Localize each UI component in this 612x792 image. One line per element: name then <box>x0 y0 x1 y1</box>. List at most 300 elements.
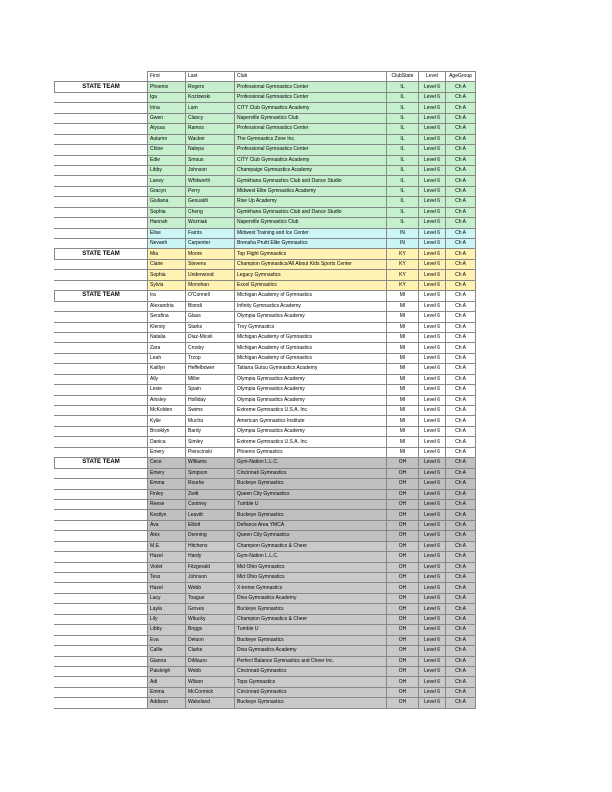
club-cell: Excel Gymnastics <box>235 280 387 290</box>
row-label <box>55 698 148 708</box>
age-group-cell: Ch A <box>446 291 476 301</box>
club-state-cell: OH <box>387 646 419 656</box>
last-name-cell: Carpenter <box>186 239 235 249</box>
level-cell: Level 6 <box>419 312 446 322</box>
row-label <box>55 353 148 363</box>
club-cell: Professional Gymnastics Center <box>235 92 387 102</box>
first-name-cell: Eva <box>148 635 186 645</box>
age-group-cell: Ch A <box>446 562 476 572</box>
club-state-cell: OH <box>387 666 419 676</box>
header-club: Club <box>235 72 387 82</box>
club-state-cell: IL <box>387 92 419 102</box>
level-cell: Level 6 <box>419 343 446 353</box>
first-name-cell: Emery <box>148 468 186 478</box>
first-name-cell: Lacy <box>148 593 186 603</box>
club-cell: Michigan Academy of Gymnastics <box>235 343 387 353</box>
table-row <box>55 510 476 520</box>
club-cell: Buckeye Gymnastics <box>235 510 387 520</box>
club-cell: Troy Gymnastics <box>235 322 387 332</box>
table-row <box>55 218 476 228</box>
first-name-cell: Claire <box>148 259 186 269</box>
club-state-cell: OH <box>387 499 419 509</box>
last-name-cell: McCormick <box>186 687 235 697</box>
age-group-cell: Ch A <box>446 573 476 583</box>
state-team-label: STATE TEAM <box>55 249 148 259</box>
club-state-cell: OH <box>387 573 419 583</box>
row-label <box>55 280 148 290</box>
age-group-cell: Ch A <box>446 625 476 635</box>
club-cell: X-treme Gymnastics <box>235 583 387 593</box>
level-cell: Level 6 <box>419 259 446 269</box>
table-row <box>55 531 476 541</box>
level-cell: Level 6 <box>419 176 446 186</box>
club-cell: Tatiana Gutsu Gymnastics Academy <box>235 364 387 374</box>
last-name-cell: Simley <box>186 437 235 447</box>
club-state-cell: OH <box>387 635 419 645</box>
club-cell: Naperville Gymnastics Club <box>235 218 387 228</box>
first-name-cell: Natalia <box>148 332 186 342</box>
level-cell: Level 6 <box>419 666 446 676</box>
level-cell: Level 6 <box>419 103 446 113</box>
club-cell: Cincinnati Gymnastics <box>235 687 387 697</box>
row-label <box>55 635 148 645</box>
age-group-cell: Ch A <box>446 552 476 562</box>
age-group-cell: Ch A <box>446 364 476 374</box>
last-name-cell: DiMauro <box>186 656 235 666</box>
table-row <box>55 353 476 363</box>
level-cell: Level 6 <box>419 134 446 144</box>
row-label <box>55 259 148 269</box>
row-label <box>55 145 148 155</box>
level-cell: Level 6 <box>419 541 446 551</box>
club-cell: Tumble U <box>235 499 387 509</box>
header-label <box>55 72 148 82</box>
last-name-cell: Holliday <box>186 395 235 405</box>
level-cell: Level 6 <box>419 573 446 583</box>
club-state-cell: KY <box>387 280 419 290</box>
row-label <box>55 562 148 572</box>
club-cell: Gymkhana Gymnastics Club and Dance Studio <box>235 207 387 217</box>
level-cell: Level 6 <box>419 583 446 593</box>
club-cell: Olympia Gymnastics Academy <box>235 312 387 322</box>
first-name-cell: Paisleigh <box>148 666 186 676</box>
last-name-cell: Hardy <box>186 552 235 562</box>
table-row <box>55 312 476 322</box>
last-name-cell: Webb <box>186 583 235 593</box>
first-name-cell: Reese <box>148 499 186 509</box>
level-cell: Level 6 <box>419 437 446 447</box>
row-label <box>55 573 148 583</box>
last-name-cell: Pierscinski <box>186 447 235 457</box>
row-label <box>55 134 148 144</box>
club-cell: Buckeye Gymnastics <box>235 698 387 708</box>
table-row <box>55 687 476 697</box>
last-name-cell: Stevens <box>186 259 235 269</box>
row-label <box>55 604 148 614</box>
last-name-cell: Underwood <box>186 270 235 280</box>
first-name-cell: Libby <box>148 165 186 175</box>
row-label <box>55 499 148 509</box>
last-name-cell: Mucha <box>186 416 235 426</box>
first-name-cell: Sophia <box>148 270 186 280</box>
age-group-cell: Ch A <box>446 646 476 656</box>
last-name-cell: Rourke <box>186 479 235 489</box>
club-cell: Defiance Area YMCA <box>235 520 387 530</box>
row-label <box>55 510 148 520</box>
table-row <box>55 552 476 562</box>
first-name-cell: Danica <box>148 437 186 447</box>
level-cell: Level 6 <box>419 677 446 687</box>
table-row <box>55 82 476 92</box>
first-name-cell: Leah <box>148 353 186 363</box>
last-name-cell: Biondi <box>186 301 235 311</box>
last-name-cell: Moore <box>186 249 235 259</box>
level-cell: Level 6 <box>419 228 446 238</box>
level-cell: Level 6 <box>419 186 446 196</box>
club-state-cell: KY <box>387 270 419 280</box>
age-group-cell: Ch A <box>446 406 476 416</box>
club-state-cell: MI <box>387 395 419 405</box>
row-label <box>55 218 148 228</box>
last-name-cell: Rogers <box>186 82 235 92</box>
club-cell: Gymkhana Gymnastics Club and Dance Studio <box>235 176 387 186</box>
club-cell: Diva Gymnastics Academy <box>235 593 387 603</box>
table-row <box>55 165 476 175</box>
first-name-cell: Cece <box>148 458 186 468</box>
table-row <box>55 374 476 384</box>
row-label <box>55 207 148 217</box>
age-group-cell: Ch A <box>446 280 476 290</box>
table-row <box>55 270 476 280</box>
level-cell: Level 6 <box>419 207 446 217</box>
last-name-cell: Fitzgerald <box>186 562 235 572</box>
last-name-cell: Clancy <box>186 113 235 123</box>
state-team-label: STATE TEAM <box>55 82 148 92</box>
age-group-cell: Ch A <box>446 583 476 593</box>
table-row <box>55 583 476 593</box>
age-group-cell: Ch A <box>446 687 476 697</box>
row-label <box>55 270 148 280</box>
level-cell: Level 6 <box>419 239 446 249</box>
first-name-cell: Laney <box>148 176 186 186</box>
row-label <box>55 687 148 697</box>
level-cell: Level 6 <box>419 270 446 280</box>
first-name-cell: Gwen <box>148 113 186 123</box>
last-name-cell: Swims <box>186 406 235 416</box>
first-name-cell: Kaitlyn <box>148 364 186 374</box>
age-group-cell: Ch A <box>446 426 476 436</box>
club-state-cell: IL <box>387 218 419 228</box>
age-group-cell: Ch A <box>446 468 476 478</box>
club-cell: Professional Gymnastics Center <box>235 82 387 92</box>
table-row <box>55 541 476 551</box>
club-cell: Olympia Gymnastics Academy <box>235 395 387 405</box>
club-state-cell: MI <box>387 416 419 426</box>
row-label <box>55 468 148 478</box>
club-state-cell: IL <box>387 134 419 144</box>
level-cell: Level 6 <box>419 604 446 614</box>
age-group-cell: Ch A <box>446 395 476 405</box>
club-state-cell: OH <box>387 614 419 624</box>
club-cell: Olympia Gymnastics Academy <box>235 385 387 395</box>
age-group-cell: Ch A <box>446 437 476 447</box>
last-name-cell: Diaz-Miceli <box>186 332 235 342</box>
row-label <box>55 531 148 541</box>
level-cell: Level 6 <box>419 280 446 290</box>
age-group-cell: Ch A <box>446 322 476 332</box>
club-state-cell: MI <box>387 322 419 332</box>
last-name-cell: Whitworth <box>186 176 235 186</box>
club-state-cell: MI <box>387 426 419 436</box>
age-group-cell: Ch A <box>446 228 476 238</box>
level-cell: Level 6 <box>419 301 446 311</box>
club-state-cell: OH <box>387 604 419 614</box>
row-label <box>55 113 148 123</box>
first-name-cell: Addison <box>148 698 186 708</box>
club-state-cell: OH <box>387 541 419 551</box>
club-cell: Professional Gymnastics Center <box>235 145 387 155</box>
row-label <box>55 426 148 436</box>
club-state-cell: IL <box>387 145 419 155</box>
row-label <box>55 239 148 249</box>
table-row <box>55 604 476 614</box>
age-group-cell: Ch A <box>446 270 476 280</box>
age-group-cell: Ch A <box>446 458 476 468</box>
club-state-cell: OH <box>387 698 419 708</box>
club-state-cell: IL <box>387 155 419 165</box>
row-label <box>55 165 148 175</box>
age-group-cell: Ch A <box>446 447 476 457</box>
row-label <box>55 552 148 562</box>
last-name-cell: Groves <box>186 604 235 614</box>
table-row <box>55 406 476 416</box>
age-group-cell: Ch A <box>446 510 476 520</box>
row-label <box>55 583 148 593</box>
table-row <box>55 656 476 666</box>
row-label <box>55 155 148 165</box>
row-label <box>55 92 148 102</box>
level-cell: Level 6 <box>419 364 446 374</box>
table-row <box>55 426 476 436</box>
roster-table <box>54 71 476 709</box>
table-row <box>55 458 476 468</box>
level-cell: Level 6 <box>419 385 446 395</box>
last-name-cell: Elliott <box>186 520 235 530</box>
table-row <box>55 468 476 478</box>
table-row <box>55 92 476 102</box>
last-name-cell: Starks <box>186 322 235 332</box>
level-cell: Level 6 <box>419 479 446 489</box>
first-name-cell: Callie <box>148 646 186 656</box>
last-name-cell: Witucky <box>186 614 235 624</box>
row-label <box>55 520 148 530</box>
first-name-cell: Hannah <box>148 218 186 228</box>
first-name-cell: Emma <box>148 479 186 489</box>
club-cell: Mid Ohio Gymnastics <box>235 562 387 572</box>
age-group-cell: Ch A <box>446 479 476 489</box>
last-name-cell: Toague <box>186 593 235 603</box>
club-state-cell: OH <box>387 583 419 593</box>
last-name-cell: Gesualdi <box>186 197 235 207</box>
club-cell: Cincinnati Gymnastics <box>235 666 387 676</box>
first-name-cell: Sylvia <box>148 280 186 290</box>
club-cell: Phoenix Gymnastics <box>235 447 387 457</box>
row-label <box>55 228 148 238</box>
club-state-cell: OH <box>387 531 419 541</box>
age-group-cell: Ch A <box>446 113 476 123</box>
table-row <box>55 646 476 656</box>
last-name-cell: O'Connell <box>186 291 235 301</box>
row-label <box>55 343 148 353</box>
club-state-cell: OH <box>387 593 419 603</box>
first-name-cell: Kestlyn <box>148 510 186 520</box>
club-cell: Gym-Nation L.L.C. <box>235 552 387 562</box>
age-group-cell: Ch A <box>446 134 476 144</box>
level-cell: Level 6 <box>419 646 446 656</box>
club-cell: Olympia Gymnastics Academy <box>235 374 387 384</box>
first-name-cell: Ainsley <box>148 395 186 405</box>
table-row <box>55 520 476 530</box>
first-name-cell: Ava <box>148 520 186 530</box>
last-name-cell: Wacker <box>186 134 235 144</box>
level-cell: Level 6 <box>419 458 446 468</box>
header-row <box>55 72 476 82</box>
last-name-cell: Deluon <box>186 635 235 645</box>
club-state-cell: MI <box>387 312 419 322</box>
club-state-cell: IL <box>387 165 419 175</box>
row-label <box>55 197 148 207</box>
age-group-cell: Ch A <box>446 416 476 426</box>
level-cell: Level 6 <box>419 92 446 102</box>
last-name-cell: Spain <box>186 385 235 395</box>
age-group-cell: Ch A <box>446 614 476 624</box>
club-state-cell: OH <box>387 458 419 468</box>
first-name-cell: McKolden <box>148 406 186 416</box>
level-cell: Level 6 <box>419 291 446 301</box>
club-state-cell: OH <box>387 479 419 489</box>
table-row <box>55 207 476 217</box>
table-row <box>55 291 476 301</box>
table-row <box>55 562 476 572</box>
last-name-cell: Kozlowski <box>186 92 235 102</box>
club-cell: Queen City Gymnastics <box>235 489 387 499</box>
club-cell: Buckeye Gymnastics <box>235 604 387 614</box>
club-cell: Midwest Training and Ice Center <box>235 228 387 238</box>
level-cell: Level 6 <box>419 197 446 207</box>
last-name-cell: Monohan <box>186 280 235 290</box>
club-state-cell: IL <box>387 103 419 113</box>
level-cell: Level 6 <box>419 82 446 92</box>
age-group-cell: Ch A <box>446 656 476 666</box>
first-name-cell: Hazel <box>148 583 186 593</box>
level-cell: Level 6 <box>419 562 446 572</box>
table-row <box>55 614 476 624</box>
level-cell: Level 6 <box>419 687 446 697</box>
table-row <box>55 197 476 207</box>
level-cell: Level 6 <box>419 395 446 405</box>
club-cell: Champion Gymnastics & Cheer <box>235 541 387 551</box>
last-name-cell: Fairris <box>186 228 235 238</box>
first-name-cell: Emma <box>148 687 186 697</box>
club-state-cell: OH <box>387 687 419 697</box>
last-name-cell: Briggs <box>186 625 235 635</box>
age-group-cell: Ch A <box>446 165 476 175</box>
club-cell: Perfect Balance Gymnastics and Cheer Inc. <box>235 656 387 666</box>
age-group-cell: Ch A <box>446 92 476 102</box>
first-name-cell: Emery <box>148 447 186 457</box>
last-name-cell: Cootney <box>186 499 235 509</box>
first-name-cell: Finley <box>148 489 186 499</box>
row-label <box>55 406 148 416</box>
table-row <box>55 322 476 332</box>
age-group-cell: Ch A <box>446 666 476 676</box>
age-group-cell: Ch A <box>446 239 476 249</box>
last-name-cell: Smous <box>186 155 235 165</box>
table-row <box>55 625 476 635</box>
table-row <box>55 666 476 676</box>
level-cell: Level 6 <box>419 416 446 426</box>
first-name-cell: Adi <box>148 677 186 687</box>
age-group-cell: Ch A <box>446 82 476 92</box>
roster-body <box>55 82 476 708</box>
club-state-cell: OH <box>387 552 419 562</box>
club-state-cell: KY <box>387 249 419 259</box>
age-group-cell: Ch A <box>446 332 476 342</box>
club-cell: Mid Ohio Gymnastics <box>235 573 387 583</box>
row-label <box>55 614 148 624</box>
row-label <box>55 176 148 186</box>
level-cell: Level 6 <box>419 218 446 228</box>
club-state-cell: IN <box>387 239 419 249</box>
club-cell: Michigan Academy of Gymnastics <box>235 332 387 342</box>
last-name-cell: Webb <box>186 666 235 676</box>
row-label <box>55 374 148 384</box>
last-name-cell: Wakeland <box>186 698 235 708</box>
age-group-cell: Ch A <box>446 353 476 363</box>
level-cell: Level 6 <box>419 531 446 541</box>
state-team-label: STATE TEAM <box>55 291 148 301</box>
club-state-cell: MI <box>387 301 419 311</box>
age-group-cell: Ch A <box>446 677 476 687</box>
age-group-cell: Ch A <box>446 176 476 186</box>
header-clubstate: ClubState <box>387 72 419 82</box>
club-state-cell: OH <box>387 656 419 666</box>
level-cell: Level 6 <box>419 124 446 134</box>
level-cell: Level 6 <box>419 635 446 645</box>
club-cell: Buckeye Gymnastics <box>235 635 387 645</box>
table-row <box>55 124 476 134</box>
club-state-cell: OH <box>387 489 419 499</box>
age-group-cell: Ch A <box>446 635 476 645</box>
last-name-cell: Wilson <box>186 677 235 687</box>
club-cell: Gym-Nation L.L.C. <box>235 458 387 468</box>
first-name-cell: Hazel <box>148 552 186 562</box>
club-cell: Brenaha Pruitt Elite Gymnastics <box>235 239 387 249</box>
table-row <box>55 280 476 290</box>
age-group-cell: Ch A <box>446 541 476 551</box>
row-label <box>55 103 148 113</box>
club-cell: Champion Gymnastics & Cheer <box>235 614 387 624</box>
club-state-cell: MI <box>387 332 419 342</box>
club-cell: Extreme Gymnastics U.S.A. Inc. <box>235 437 387 447</box>
first-name-cell: Lily <box>148 614 186 624</box>
club-cell: Cincinnati Gymnastics <box>235 468 387 478</box>
first-name-cell: Brooklyn <box>148 426 186 436</box>
first-name-cell: Autumn <box>148 134 186 144</box>
age-group-cell: Ch A <box>446 593 476 603</box>
row-label <box>55 437 148 447</box>
club-state-cell: MI <box>387 437 419 447</box>
